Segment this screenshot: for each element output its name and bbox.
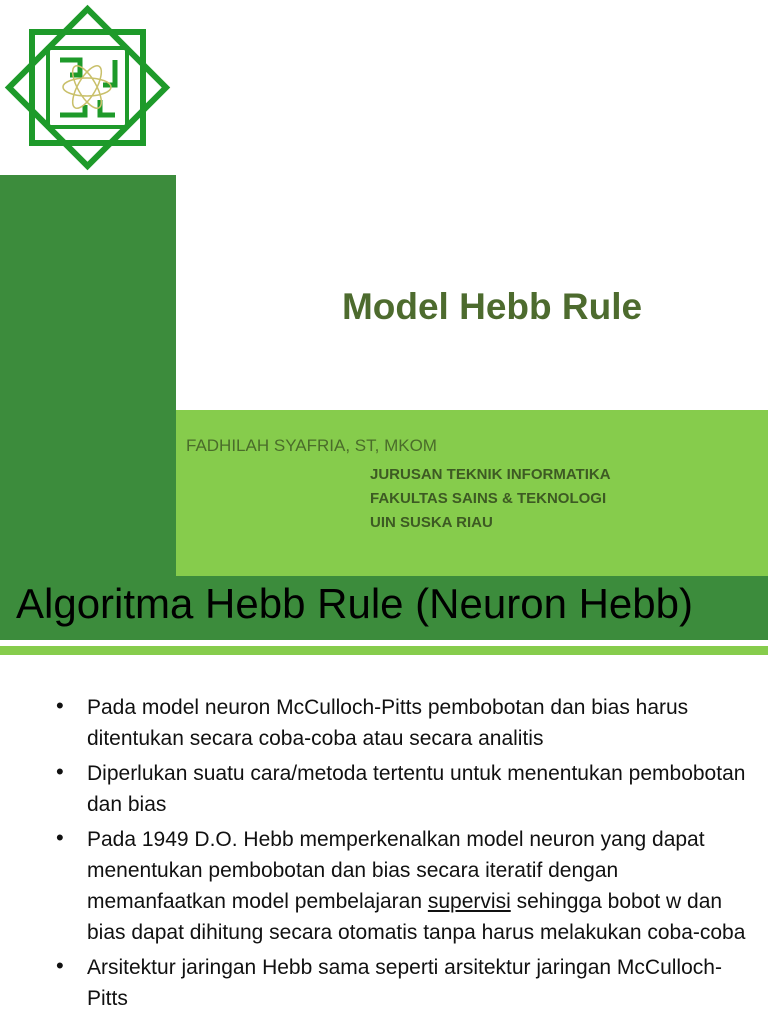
institution-line: UIN SUSKA RIAU — [370, 514, 493, 531]
slide-title: Model Hebb Rule — [341, 286, 643, 327]
slide-header — [0, 576, 768, 640]
list-item — [52, 692, 752, 754]
bullet-dot: • — [56, 825, 64, 850]
list-item — [52, 952, 752, 1014]
bullet-text: Pada model neuron McCulloch-Pitts pembobotan dan bias harus ditentukan secara coba-coba atau secara analitis — [87, 696, 689, 750]
slide-heading: Algoritma Hebb Rule (Neuron Hebb) — [16, 580, 693, 627]
bullet-dot: • — [56, 693, 64, 718]
university-star-logo-icon — [0, 0, 175, 175]
bullet-dot: • — [56, 759, 64, 784]
content-slide — [0, 576, 768, 1024]
list-item — [52, 824, 752, 948]
author-name: FADHILAH SYAFRIA, ST, MKOM — [186, 436, 437, 455]
institution-line: JURUSAN TEKNIK INFORMATIKA — [370, 466, 611, 483]
left-green-bar — [0, 175, 176, 576]
bullet-text: Diperlukan suatu cara/metoda tertentu untuk menentukan pembobotan dan bias — [87, 762, 746, 816]
bullet-text-end: sehingga bobot w dan bias dapat dihitung secara otomatis tanpa harus melakukan coba-coba — [87, 890, 746, 944]
bullet-dot: • — [56, 953, 64, 978]
bullet-text: Arsitektur jaringan Hebb sama seperti arsitektur jaringan McCulloch-Pitts — [87, 956, 722, 1010]
underlined-term: supervisi — [427, 890, 511, 913]
header-stripe — [0, 646, 768, 655]
institution-block — [370, 463, 611, 535]
bullet-text-start: Pada 1949 D.O. Hebb memperkenalkan model neuron yang dapat menentukan pembobotan dan bias secara iteratif dengan memanfaatkan model pembelajaran — [87, 828, 705, 913]
institution-line: FAKULTAS SAINS & TEKNOLOGI — [370, 490, 607, 507]
list-item — [52, 758, 752, 820]
bullet-list — [52, 692, 752, 1018]
